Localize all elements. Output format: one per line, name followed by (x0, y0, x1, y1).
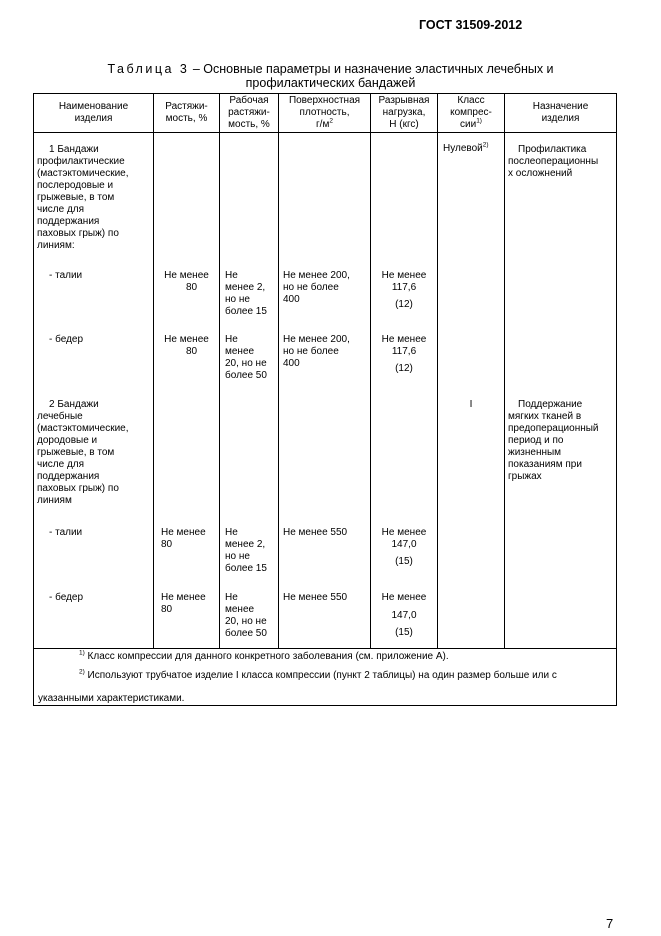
row-waist-2-density: Не менее 550 (283, 527, 348, 538)
row-waist-2-stretch: Не менее 80 (161, 527, 206, 550)
footnote-divider (34, 648, 616, 649)
row-hips-2-stretch: Не менее 80 (161, 592, 206, 615)
row-hips-2-name: - бедер (49, 592, 84, 603)
header-work-stretch: Рабочая растяжи- мость, % (228, 95, 270, 130)
group-2-purpose: Поддержание мягких тканей в предоперационный период и по жизненным показаниям при грыжах (508, 399, 599, 482)
footnote-1: $^{1)}$ Класс компрессии для данного конкретного заболевания (см. приложение А). (79, 649, 449, 662)
header-stretch: Растяжи- мость, % (165, 101, 208, 124)
group-2-compression-class: I (469, 399, 473, 410)
col-divider (278, 94, 279, 648)
table-header-row (34, 94, 616, 133)
row-waist-1-stretch: Не менее 80 (164, 270, 209, 293)
header-load: Разрывная нагрузка, Н (кгс) (378, 95, 430, 130)
table-title (0, 62, 661, 90)
col-divider (153, 94, 154, 648)
row-hips-1-name: - бедер (49, 334, 84, 345)
row-waist-1-density: Не менее 200, но не более 400 (283, 270, 350, 305)
row-hips-1-density: Не менее 200, но не более 400 (283, 334, 350, 369)
header-density: Поверхностная плотность, $г/м^2$ (288, 95, 361, 130)
table-label: Таблица 3 (107, 62, 190, 76)
row-hips-1-stretch: Не менее 80 (164, 334, 209, 357)
group-1-compression-class: Нулевой$^{2)}$ (443, 141, 489, 154)
col-divider (504, 94, 505, 648)
footnote-2: $^{2)}$ Используют трубчатое изделие I класса компрессии (пункт 2 таблицы) на один размер больше или с (79, 668, 557, 681)
row-hips-2-load: Не менее 147,0 (15) (381, 592, 427, 638)
footnote-2-continued: указанными характеристиками. (38, 693, 185, 704)
col-divider (219, 94, 220, 648)
row-waist-1-load: Не менее 117,6 (12) (381, 270, 427, 310)
row-waist-1-name: - талии (49, 270, 83, 281)
table-title-line-1: – Основные параметры и назначение эластичных лечебных и (189, 62, 554, 76)
row-waist-2-work-stretch: Не менее 2, но не более 15 (225, 527, 267, 574)
header-purpose: Назначение изделия (532, 101, 589, 124)
row-waist-1-work-stretch: Не менее 2, но не более 15 (225, 270, 267, 317)
header-name: Наименование изделия (58, 101, 129, 124)
row-hips-2-work-stretch: Не менее 20, но не более 50 (225, 592, 267, 639)
col-divider (437, 94, 438, 648)
group-1-name: 1 Бандажи профилактические (мастэктомические, послеродовые и грыжевые, в том числе для поддержания паховых грыж) по линиям: (37, 144, 129, 251)
row-hips-2-density: Не менее 550 (283, 592, 348, 603)
group-1-purpose: Профилактика послеоперационны х осложнений (508, 144, 599, 179)
row-hips-1-load: Не менее 117,6 (12) (381, 334, 427, 374)
page-number: 7 (606, 916, 614, 931)
row-hips-1-work-stretch: Не менее 20, но не более 50 (225, 334, 267, 381)
row-waist-2-load: Не менее 147,0 (15) (381, 527, 427, 567)
group-2-name: 2 Бандажи лечебные (мастэктомические, дородовые и грыжевые, в том числе для поддержания паховых грыж) по линиям (37, 399, 129, 506)
header-compression: Класс компрес- сии$^{1)}$ (450, 95, 492, 130)
table-title-line-2: профилактических бандажей (245, 76, 416, 90)
row-waist-2-name: - талии (49, 527, 83, 538)
parameters-table (33, 93, 617, 706)
document-standard-number: ГОСТ 31509-2012 (419, 18, 523, 32)
